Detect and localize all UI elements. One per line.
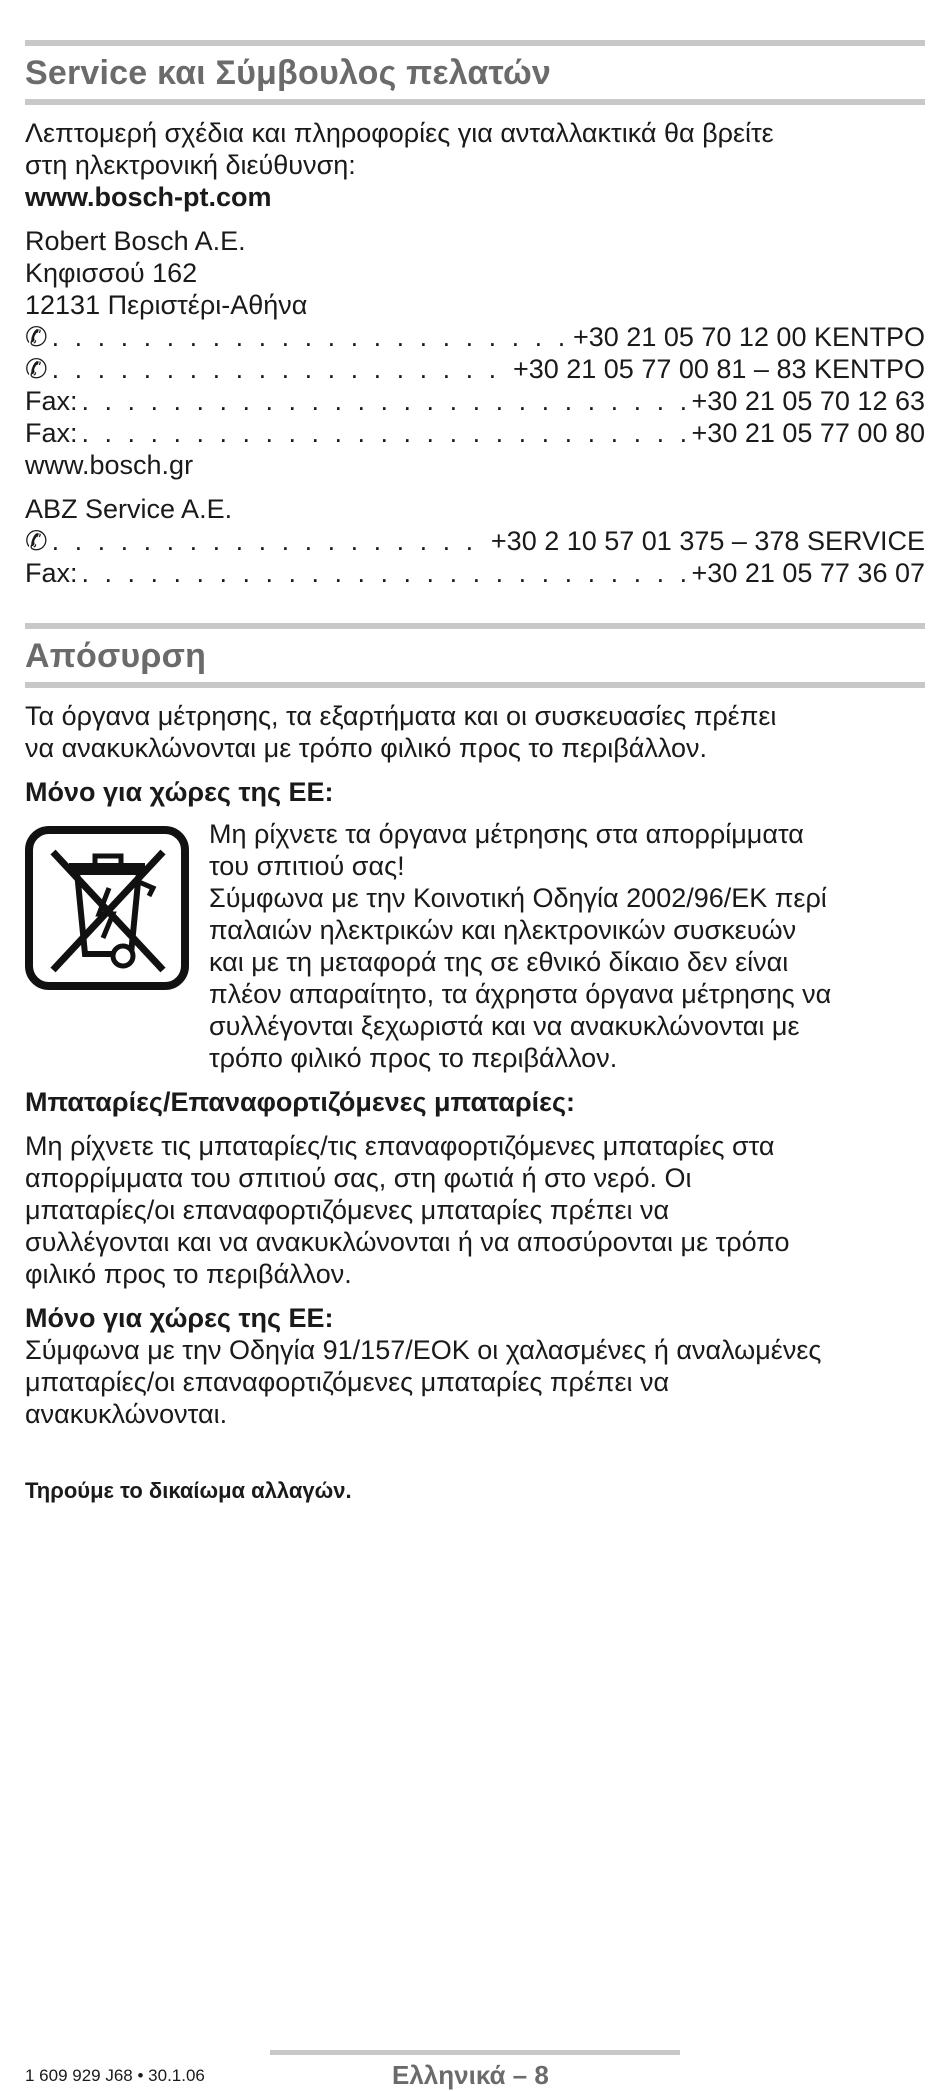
- directive-line: Σύμφωνα με την Οδηγία 91/157/ΕΟΚ οι χαλασμένες ή αναλωμένες: [25, 1335, 822, 1365]
- service-intro: [25, 117, 925, 213]
- batteries-text: [25, 1130, 925, 1290]
- page-footer: [0, 2044, 950, 2090]
- intro-line: Λεπτομερή σχέδια και πληροφορίες για ανταλλακτικά θα βρείτε: [25, 118, 774, 148]
- weee-block: [25, 818, 925, 1074]
- company-name: Robert Bosch A.E.: [25, 226, 246, 256]
- section-bottom-rule: [25, 682, 925, 688]
- weee-line: Μη ρίχνετε τα όργανα μέτρησης στα απορρίμματα: [209, 819, 804, 849]
- disposal-intro: [25, 700, 925, 764]
- contact-row: [25, 353, 925, 385]
- batteries-line: συλλέγονται και να ανακυκλώνονται ή να αποσύρονται με τρόπο: [25, 1227, 790, 1257]
- bosch-contact-block: [25, 225, 925, 481]
- contact-row: [25, 557, 925, 589]
- contact-label: Fax:: [25, 386, 78, 416]
- section-top-rule: [25, 623, 925, 629]
- footer-rule: [270, 2050, 680, 2055]
- disclaimer: Τηρούμε το δικαίωμα αλλαγών.: [25, 1478, 352, 1503]
- contact-value: +30 21 05 77 00 80: [691, 418, 925, 448]
- section-title-service: Service και Σύμβουλος πελατών: [25, 54, 551, 92]
- section-top-rule: [25, 40, 925, 46]
- weee-line: παλαιών ηλεκτρικών και ηλεκτρονικών συσκευών: [209, 915, 797, 945]
- contact-value: +30 2 10 57 01 375 – 378 SERVICE: [490, 526, 925, 556]
- contact-value: +30 21 05 77 36 07: [691, 558, 925, 588]
- website-link[interactable]: www.bosch-pt.com: [25, 182, 272, 212]
- intro-line: στη ηλεκτρονική διεύθυνση:: [25, 150, 356, 180]
- crossed-out-bin-icon: [25, 818, 209, 1074]
- eu-heading: Μόνο για χώρες της ΕΕ:: [25, 777, 334, 807]
- batteries-line: Μη ρίχνετε τις μπαταρίες/τις επαναφορτιζόμενες μπαταρίες στα: [25, 1131, 775, 1161]
- section-bottom-rule: [25, 99, 925, 105]
- weee-line: συλλέγονται ξεχωριστά και να ανακυκλώνονται με: [209, 1011, 800, 1041]
- section-title-disposal: Απόσυρση: [25, 637, 207, 675]
- document-code: 1 609 929 J68 • 30.1.06: [25, 2066, 205, 2085]
- weee-text: [209, 818, 925, 1074]
- weee-line: τρόπο φιλικό προς το περιβάλλον.: [209, 1043, 618, 1073]
- abz-contact-block: [25, 493, 925, 589]
- contact-value: +30 21 05 70 12 63: [691, 386, 925, 416]
- batteries-line: φιλικό προς το περιβάλλον.: [25, 1259, 352, 1289]
- weee-line: πλέον απαραίτητο, τα άχρηστα όργανα μέτρησης να: [209, 979, 832, 1009]
- contact-value: +30 21 05 77 00 81 – 83 ΚΕΝΤΡΟ: [512, 354, 925, 384]
- batteries-line: μπαταρίες/οι επαναφορτιζόμενες μπαταρίες πρέπει να: [25, 1195, 670, 1225]
- directive-block: [25, 1302, 925, 1430]
- intro-line: να ανακυκλώνονται με τρόπο φιλικό προς το περιβάλλον.: [25, 733, 707, 763]
- company-street: Κηφισσού 162: [25, 258, 198, 288]
- contact-label: Fax:: [25, 558, 78, 588]
- phone-icon: ✆: [25, 526, 48, 556]
- contact-row: [25, 525, 925, 557]
- directive-line: μπαταρίες/οι επαναφορτιζόμενες μπαταρίες πρέπει να: [25, 1367, 670, 1397]
- company-city: 12131 Περιστέρι-Αθήνα: [25, 290, 308, 320]
- weee-line: του σπιτιού σας!: [209, 851, 405, 881]
- directive-line: ανακυκλώνονται.: [25, 1399, 228, 1429]
- phone-icon: ✆: [25, 322, 48, 352]
- website-gr-link[interactable]: www.bosch.gr: [25, 450, 194, 480]
- abz-company-name: ABZ Service A.E.: [25, 494, 233, 524]
- contact-row: [25, 385, 925, 417]
- batteries-heading: Μπαταρίες/Επαναφορτιζόμενες μπαταρίες:: [25, 1087, 576, 1117]
- intro-line: Τα όργανα μέτρησης, τα εξαρτήματα και οι συσκευασίες πρέπει: [25, 701, 777, 731]
- weee-line: Σύμφωνα με την Κοινοτική Οδηγία 2002/96/ΕΚ περί: [209, 883, 827, 913]
- contact-value: +30 21 05 70 12 00 ΚΕΝΤΡΟ: [573, 322, 925, 352]
- phone-icon: ✆: [25, 354, 48, 384]
- contact-row: [25, 321, 925, 353]
- eu-heading: Μόνο για χώρες της ΕΕ:: [25, 1303, 334, 1333]
- page: [25, 0, 925, 1504]
- batteries-line: απορρίμματα του σπιτιού σας, στη φωτιά ή στο νερό. Οι: [25, 1163, 692, 1193]
- contact-row: [25, 417, 925, 449]
- page-number: Ελληνικά – 8: [392, 2060, 549, 2090]
- contact-label: Fax:: [25, 418, 78, 448]
- weee-line: και με τη μεταφορά της σε εθνικό δίκαιο δεν είναι: [209, 947, 789, 977]
